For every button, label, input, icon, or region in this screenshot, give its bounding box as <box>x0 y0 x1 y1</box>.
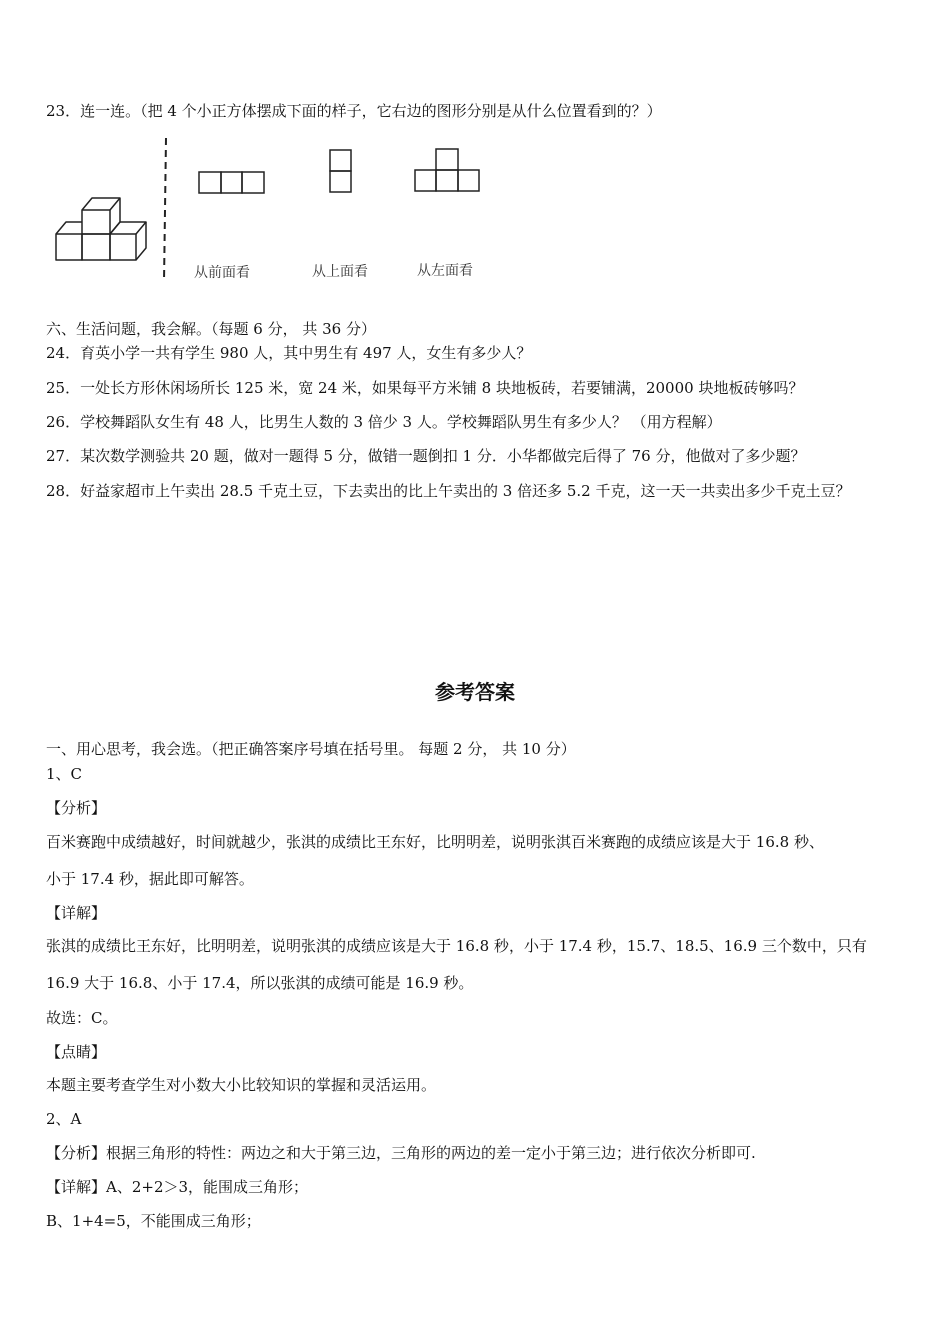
answer-1-analysis-line-1: 百米赛跑中成绩越好，时间就越少，张淇的成绩比王东好，比明明差，说明张淇百米赛跑的成绩应该是大于 16.8 秒、 <box>46 833 824 851</box>
question-24: 24．育英小学一共有学生 980 人，其中男生有 497 人，女生有多少人？ <box>46 344 532 362</box>
answer-1-label: 1、C <box>46 765 83 783</box>
question-26: 26．学校舞蹈队女生有 48 人，比男生人数的 3 倍少 3 人。学校舞蹈队男生有多少人？ （用方程解） <box>46 413 722 431</box>
answers-title: 参考答案 <box>435 680 515 704</box>
divider-dashed <box>164 138 166 282</box>
question-23: 23．连一连。（把 4 个小正方体摆成下面的样子，它右边的图形分别是从什么位置看到的？） <box>46 102 662 120</box>
answer-1-detail-line-1: 张淇的成绩比王东好，比明明差，说明张淇的成绩应该是大于 16.8 秒，小于 17.4 秒，15.7、18.5、16.9 三个数中，只有 <box>46 937 867 955</box>
front-view-grid <box>199 172 264 193</box>
answer-1-detail-line-2: 16.9 大于 16.8、小于 17.4，所以张淇的成绩可能是 16.9 秒。 <box>46 974 474 992</box>
section-6-heading: 六、生活问题，我会解。（每题 6 分， 共 36 分） <box>46 320 376 338</box>
cube-stack-drawing <box>56 198 146 260</box>
section-1-heading: 一、用心思考，我会选。（把正确答案序号填在括号里。 每题 2 分， 共 10 分） <box>46 740 576 758</box>
answer-2-detail-a: 【详解】A、2+2＞3，能围成三角形； <box>46 1178 309 1196</box>
caption-front-view: 从前面看 <box>194 265 250 281</box>
question-25: 25．一处长方形休闲场所长 125 米，宽 24 米，如果每平方米铺 8 块地板砖，若要铺满，20000 块地板砖够吗？ <box>46 379 804 397</box>
answer-1-choice: 故选：C。 <box>46 1009 118 1027</box>
answer-1-analysis-line-2: 小于 17.4 秒，据此即可解答。 <box>46 870 254 888</box>
question-28: 28．好益家超市上午卖出 28.5 千克土豆，下去卖出的比上午卖出的 3 倍还多 5.2 千克，这一天一共卖出多少千克土豆？ <box>46 482 851 500</box>
answer-2-label: 2、A <box>46 1110 82 1128</box>
answer-1-comment-tag: 【点睛】 <box>46 1043 107 1061</box>
cube-views-figure <box>46 134 506 290</box>
answer-1-comment: 本题主要考查学生对小数大小比较知识的掌握和灵活运用。 <box>46 1076 437 1094</box>
answer-2-detail-b: B、1+4=5，不能围成三角形； <box>46 1212 261 1230</box>
question-27: 27．某次数学测验共 20 题，做对一题得 5 分，做错一题倒扣 1 分．小华都做完后得了 76 分，他做对了多少题？ <box>46 447 806 465</box>
caption-left-view: 从左面看 <box>417 263 473 279</box>
top-view-grid <box>330 150 351 192</box>
answer-2-analysis: 【分析】根据三角形的特性：两边之和大于第三边，三角形的两边的差一定小于第三边；进行依次分析即可. <box>46 1144 756 1162</box>
answer-1-analysis-tag: 【分析】 <box>46 799 107 817</box>
caption-top-view: 从上面看 <box>312 264 368 280</box>
answer-1-detail-tag: 【详解】 <box>46 904 107 922</box>
left-view-grid <box>415 149 479 191</box>
